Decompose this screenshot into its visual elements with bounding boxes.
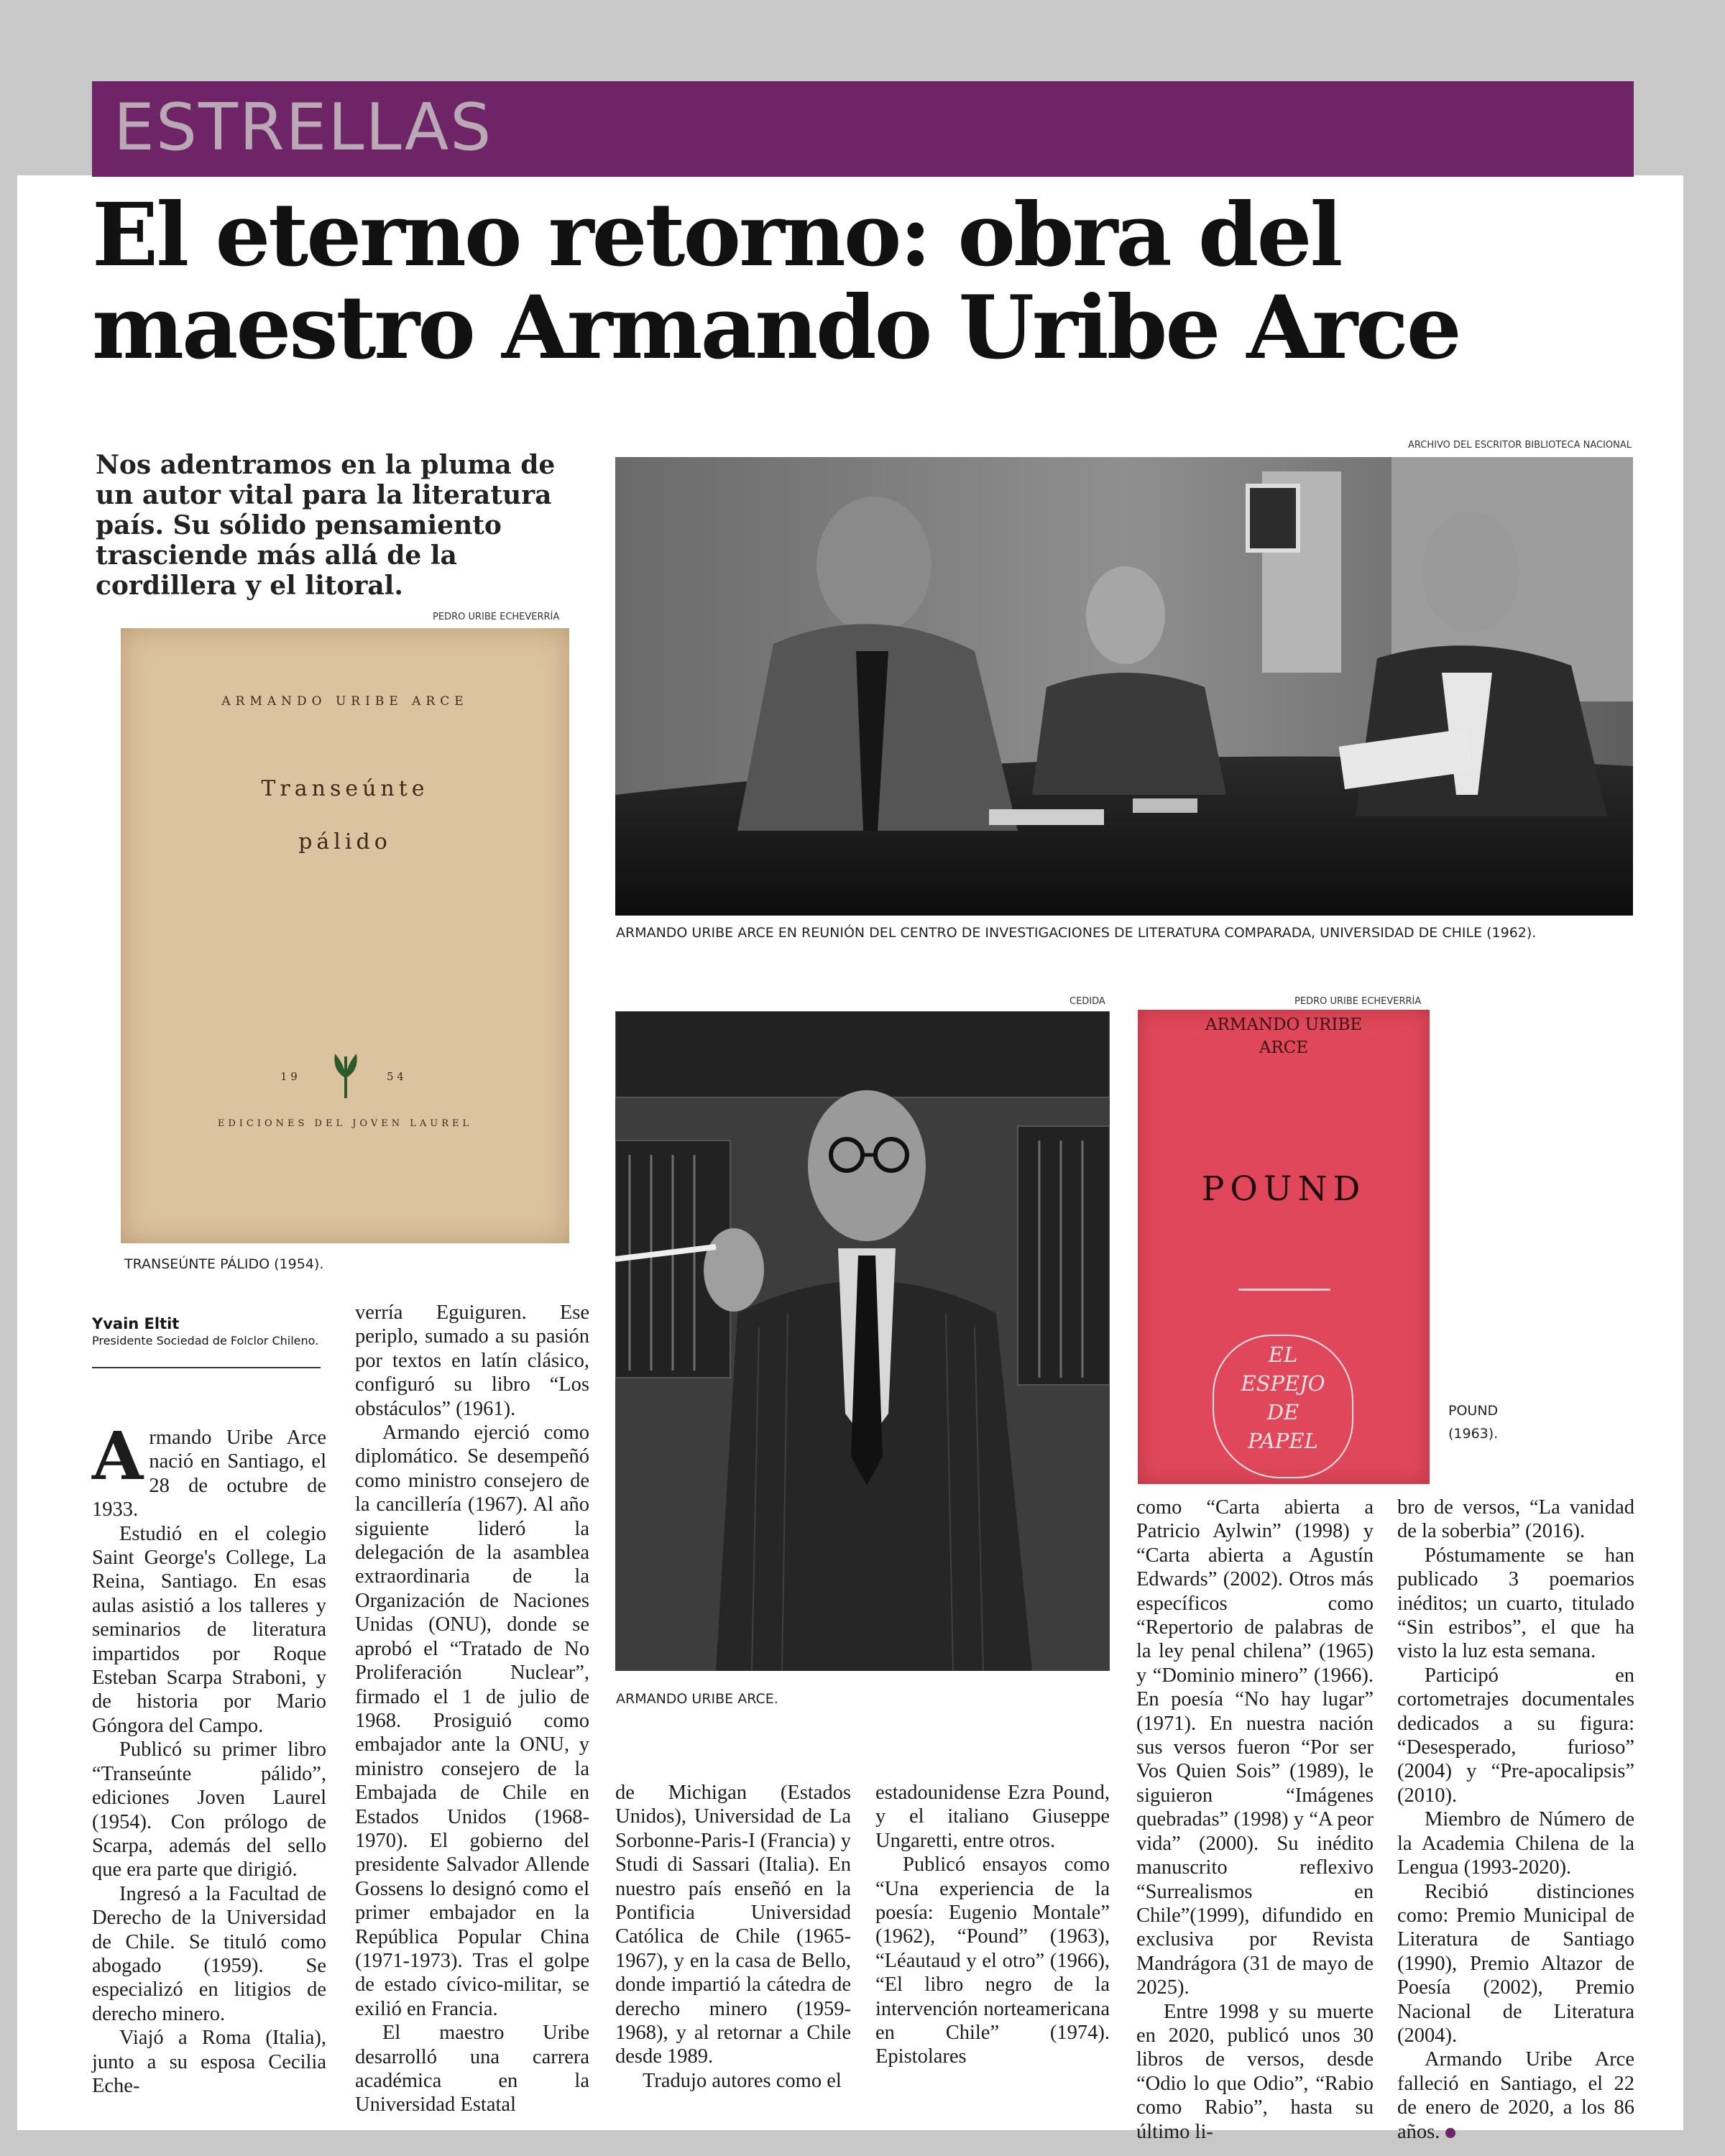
book1-title-line1: Transeúnte bbox=[261, 776, 429, 801]
body-paragraph: verría Eguiguren. Ese periplo, sumado a su pasión por textos en latín clásico, configuró su libro “Los obstáculos” (1961). bbox=[355, 1302, 589, 1420]
book1-caption: TRANSEÚNTE PÁLIDO (1954). bbox=[124, 1256, 324, 1272]
drop-cap: A bbox=[92, 1417, 144, 1495]
body-column-1 bbox=[92, 1417, 326, 2098]
body-column-5 bbox=[1136, 1496, 1374, 2144]
body-paragraph: como “Carta abierta a Patricio Aylwin” (1998) y “Carta abierta a Agustín Edwards” (2002). Otros más específicos como “Repertorio de palabras de la ley penal chilena” (1965) y “Dominio minero” (1966). En poesía “No hay lugar” (1971). En nuestra nación sus versos fueron “Por ser Vos Quien Sois” (1989), le siguieron “Imágenes quebradas” (1998) y “A peor vida” (2000). Su inédito manuscrito reflexivo “Surrealismos en Chile”(1999), difundido en exclusiva por Revista Mandrágora (31 de mayo de 2025). bbox=[1136, 1496, 1374, 1999]
body-column-3 bbox=[615, 1781, 851, 2093]
paragraph-text: Armando Uribe Arce falleció en Santiago, el 22 de enero de 2020, a los 86 años. bbox=[1397, 2048, 1634, 2143]
byline-rule bbox=[92, 1367, 321, 1368]
meeting-photo-illustration bbox=[615, 457, 1633, 916]
imprint-line-2: ESPEJO bbox=[1241, 1371, 1325, 1396]
body-paragraph: El maestro Uribe desarrolló una carrera académica en la Universidad Estatal bbox=[355, 2022, 589, 2116]
section-band bbox=[92, 81, 1634, 177]
body-paragraph bbox=[1397, 2047, 1634, 2144]
book1-author: ARMANDO URIBE ARCE bbox=[221, 694, 469, 709]
body-paragraph: Recibió distinciones como: Premio Municipal de Literatura de Santiago (1990), Premio Altazor de Poesía (2002), Premio Nacional de Literatura (2004). bbox=[1397, 1880, 1634, 2047]
body-paragraph: Participó en cortometrajes documentales dedicados a su figura: “Desesperado, furioso” (2004) y “Pre-apocalipsis” (2010). bbox=[1397, 1664, 1634, 1807]
imprint-line-3: DE bbox=[1266, 1400, 1300, 1424]
section-label: ESTRELLAS bbox=[114, 90, 493, 165]
book2-caption-line1: POUND bbox=[1448, 1403, 1499, 1419]
book2-credit: PEDRO URIBE ECHEVERRÍA bbox=[1294, 996, 1422, 1007]
book2-title: POUND bbox=[1201, 1169, 1366, 1209]
body-paragraph: Miembro de Número de la Academia Chilena de la Lengua (1993-2020). bbox=[1397, 1808, 1634, 1879]
body-column-2 bbox=[355, 1301, 589, 2117]
body-paragraph: Viajó a Roma (Italia), junto a su esposa Cecilia Eche- bbox=[92, 2027, 326, 2097]
body-paragraph: Publicó ensayos como “Una experiencia de la poesía: Eugenio Montale” (1962), “Pound” (1963), “Léautaud y el otro” (1966), “El libro negro de la intervención norteamericana en Chile” (1974). Epistolares bbox=[875, 1853, 1110, 2068]
meeting-photo-caption: ARMANDO URIBE ARCE EN REUNIÓN DEL CENTRO DE INVESTIGACIONES DE LITERATURA COMPARADA, UNIVERSIDAD DE CHILE (1962). bbox=[616, 925, 1537, 941]
portrait-illustration bbox=[615, 1011, 1110, 1671]
book2-caption-line2: (1963). bbox=[1448, 1426, 1499, 1442]
laurel-emblem-icon bbox=[329, 1049, 362, 1100]
body-paragraph: Póstumamente se han publicado 3 poemarios inéditos; un cuarto, titulado “Sin estribos”, el que ha visto la luz esta semana. bbox=[1397, 1544, 1634, 1663]
imprint-line-4: PAPEL bbox=[1248, 1429, 1318, 1453]
body-paragraph: Ingresó a la Facultad de Derecho de la Universidad de Chile. Se tituló como abogado (1959). Se especializó en litigios de derecho minero. bbox=[92, 1882, 326, 2025]
body-paragraph: de Michigan (Estados Unidos), Universidad de La Sorbonne-Paris-I (Francia) y Studi di Sassari (Italia). En nuestro país enseñó en la Pontificia Universidad Católica de Chile (1965-1967), y en la casa de Bello, donde impartió la cátedra de derecho minero (1959-1968), y al retornar a Chile desde 1989. bbox=[615, 1782, 851, 2068]
meeting-photo bbox=[615, 457, 1633, 916]
book2-author-line1: ARMANDO URIBE bbox=[1205, 1015, 1363, 1034]
book2-author-line2: ARCE bbox=[1259, 1038, 1309, 1057]
portrait-credit: CEDIDA bbox=[1070, 996, 1105, 1007]
body-paragraph: Armando ejerció como diplomático. Se desempeñó como ministro consejero de la cancillería (1967). Al año siguiente lideró la delegación de la asamblea extraordinaria de la Organización de Naciones Unidas (ONU), donde se aprobó el “Tratado de No Proliferación Nuclear”, firmado el 1 de julio de 1968. Prosiguió como embajador ante la ONU, y ministro consejero de la Embajada de Chile en Estados Unidos (1968-1970). El gobierno del presidente Salvador Allende Gossens lo designó como el primer embajador en la República Popular China (1971-1973). Tras el golpe de estado cívico-militar, se exilió en Francia. bbox=[355, 1422, 589, 2020]
body-paragraph: Estudió en el colegio Saint George's College, La Reina, Santiago. En esas aulas asistió a los talleres y seminarios de literatura impartidos por Roque Esteban Scarpa Straboni, y de historia por Mario Góngora del Campo. bbox=[92, 1522, 326, 1737]
body-paragraph bbox=[92, 1417, 326, 1522]
body-column-4 bbox=[875, 1781, 1110, 2069]
book1-credit: PEDRO URIBE ECHEVERRÍA bbox=[433, 612, 560, 622]
body-column-6 bbox=[1397, 1496, 1634, 2144]
book1-year-left: 1 9 bbox=[280, 1070, 298, 1083]
body-paragraph: Entre 1998 y su muerte en 2020, publicó unos 30 libros de versos, desde “Odio lo que Odio”, “Rabio como Rabio”, hasta su último li- bbox=[1136, 2000, 1374, 2143]
body-paragraph: estadounidense Ezra Pound, y el italiano Giuseppe Ungaretti, entre otros. bbox=[875, 1782, 1110, 1852]
publisher-emblem bbox=[1213, 1335, 1353, 1478]
paragraph-text: rmando Uribe Arce nació en Santiago, el 28 de octubre de 1933. bbox=[92, 1427, 326, 1521]
portrait-caption: ARMANDO URIBE ARCE. bbox=[616, 1691, 778, 1707]
book1-cover bbox=[121, 628, 569, 1243]
body-paragraph: bro de versos, “La vanidad de la soberbia” (2016). bbox=[1397, 1496, 1634, 1543]
book1-publisher: EDICIONES DEL JOVEN LAUREL bbox=[217, 1118, 473, 1129]
lede: Nos adentramos en la pluma de un autor vital para la literatura país. Su sólido pensamiento trasciende más allá de la cordillera y el litoral. bbox=[96, 450, 556, 601]
body-paragraph: Publicó su primer libro “Transeúnte pálido”, ediciones Joven Laurel (1954). Con prólogo de Scarpa, además del sello que era parte que dirigió. bbox=[92, 1738, 326, 1881]
end-mark-icon bbox=[1445, 2128, 1455, 2138]
body-paragraph: Tradujo autores como el bbox=[643, 2069, 842, 2092]
portrait-photo bbox=[615, 1011, 1110, 1671]
meeting-photo-credit: ARCHIVO DEL ESCRITOR BIBLIOTECA NACIONAL bbox=[1408, 440, 1632, 451]
headline: El eterno retorno: obra del maestro Armando Uribe Arce bbox=[92, 183, 1460, 379]
book1-title-line2: pálido bbox=[298, 829, 392, 854]
book2-cover bbox=[1138, 1010, 1430, 1484]
book2-rule bbox=[1238, 1289, 1330, 1291]
book1-year-right: 5 4 bbox=[387, 1070, 404, 1083]
byline-role: Presidente Sociedad de Folclor Chileno. bbox=[92, 1334, 319, 1348]
imprint-line-1: EL bbox=[1268, 1342, 1298, 1367]
byline-name: Yvain Eltit bbox=[92, 1315, 180, 1332]
